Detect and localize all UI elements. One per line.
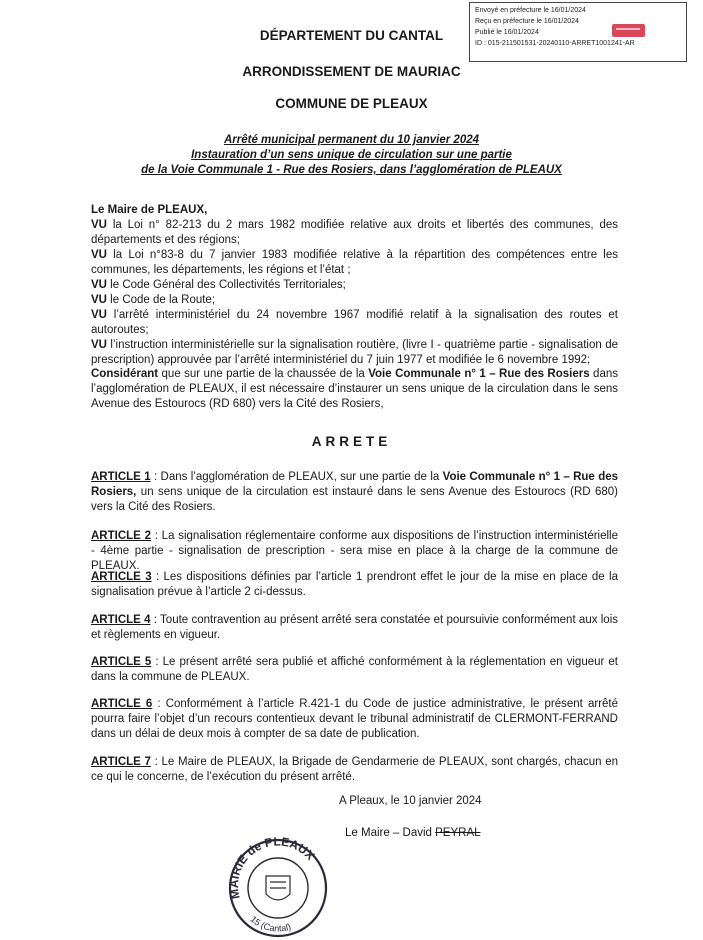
- article-1: [91, 470, 618, 515]
- mayor-surname: PEYRAL: [435, 827, 481, 839]
- mayor-signature-line: [345, 827, 481, 839]
- commune-heading: COMMUNE DE PLEAUX: [275, 96, 428, 111]
- town-hall-seal-icon: [226, 836, 330, 940]
- article-2-label: ARTICLE 2: [91, 530, 151, 542]
- article-5: [91, 655, 618, 685]
- stamp-id: ID : 015-211501531-20240110-ARRET1001241-AR: [475, 40, 635, 47]
- article-1-text-b: un sens unique de la circulation est instauré dans le sens Avenue des Estourocs (RD 680) vers la Cité des Rosiers.: [91, 486, 618, 513]
- considerant-paragraph: [91, 367, 618, 412]
- stamp-sent: Envoyé en préfecture le 16/01/2024: [475, 7, 586, 14]
- vu-text: le Code de la Route;: [106, 294, 216, 306]
- decree-title-line3: de la Voie Communale 1 - Rue des Rosiers, dans l’agglomération de PLEAUX: [141, 164, 562, 176]
- article-6: [91, 697, 618, 742]
- vu-item: [91, 338, 618, 368]
- considerant-road-name: Voie Communale n° 1 – Rue des Rosiers: [368, 368, 590, 380]
- place-date: A Pleaux, le 10 janvier 2024: [339, 795, 482, 807]
- considerant-text-a: que sur une partie de la chaussée de la: [158, 368, 369, 380]
- decree-title-line2: Instauration d’un sens unique de circulation sur une partie: [191, 149, 512, 161]
- vu-word: VU: [91, 279, 107, 291]
- vu-text: la Loi n°83-8 du 7 janvier 1983 modifiée relative à la répartition des compétences entre les communes, les départements, les régions et l’état ;: [91, 249, 618, 276]
- article-2-text: : La signalisation réglementaire conforme aux dispositions de l’instruction interministérielle - 4ème partie - signalisation de prescription - sera mise en place à la charge de la commune de PLEAUX.: [91, 530, 619, 572]
- considerant-text-b: dans l’agglomération de PLEAUX, il est nécessaire d’instaurer un sens unique de la circulation dans le sens Avenue des Estourocs (RD 680) vers la Cité des Rosiers,: [91, 368, 618, 410]
- stamp-received: Reçu en préfecture le 16/01/2024: [475, 18, 579, 25]
- vu-word: VU: [91, 219, 107, 231]
- vu-item: [91, 218, 618, 248]
- vu-text: l’instruction interministérielle sur la signalisation routière, (livre I - quatrième partie - signalisation de prescription) approuvée par l’arrêté interministériel du 7 juin 1977 et modifiée le 6 novembre 1992;: [91, 339, 618, 366]
- mayor-name: Le Maire – David: [345, 827, 436, 839]
- vu-item: [91, 278, 618, 293]
- article-3-text: : Les dispositions définies par l’article 1 prendront effet le jour de la mise en place de la signalisation prévue à l’article 2 ci-dessus.: [91, 571, 618, 598]
- considerant-word: Considérant: [91, 368, 159, 380]
- vu-text: la Loi n° 82-213 du 2 mars 1982 modifiée relative aux droits et libertés des communes, des départements et des régions;: [91, 219, 618, 246]
- article-6-text: : Conformément à l’article R.421-1 du Code de justice administrative, le présent arrêté pourra faire l’objet d’un recours contentieux devant le tribunal administratif de CLERMONT-FERRAND dans un délai de deux mois à compter de sa date de publication.: [91, 698, 619, 740]
- article-4: [91, 613, 618, 643]
- mayor-intro: Le Maire de PLEAUX,: [91, 204, 208, 216]
- article-5-text: : Le présent arrêté sera publié et affiché conformément à la réglementation en vigueur et dans la commune de PLEAUX.: [91, 656, 618, 683]
- article-4-text: : Toute contravention au présent arrêté sera constatée et poursuivie conformément aux lois et règlements en vigueur.: [91, 614, 619, 641]
- vu-text: le Code Général des Collectivités Territoriales;: [106, 279, 346, 291]
- article-3-label: ARTICLE 3: [91, 571, 152, 583]
- seal-bottom-text: 15 (Cantal): [248, 913, 293, 934]
- seal-text: MAIRIE de PLEAUX: [226, 836, 318, 901]
- vu-text: l’arrêté interministériel du 24 novembre 1967 modifié relatif à la signalisation des routes et autoroutes;: [91, 309, 618, 336]
- article-5-label: ARTICLE 5: [91, 656, 152, 668]
- department-heading: DÉPARTEMENT DU CANTAL: [259, 28, 444, 43]
- vu-word: VU: [91, 339, 107, 351]
- article-6-label: ARTICLE 6: [91, 698, 153, 710]
- article-1-text-a: : Dans l’agglomération de PLEAUX, sur une partie de la: [150, 471, 443, 483]
- article-4-label: ARTICLE 4: [91, 614, 151, 626]
- arrete-heading: ARRETE: [311, 434, 392, 449]
- article-7-label: ARTICLE 7: [91, 756, 151, 768]
- vu-item: [91, 248, 618, 278]
- arrondissement-heading: ARRONDISSEMENT DE MAURIAC: [242, 64, 461, 79]
- article-7-text: : Le Maire de PLEAUX, la Brigade de Gendarmerie de PLEAUX, sont chargés, chacun en ce qui le concerne, de l’exécution du présent arrêté.: [91, 756, 618, 783]
- article-1-road-name: Voie Communale n° 1 – Rue des Rosiers,: [91, 471, 619, 498]
- considerant: [91, 367, 618, 412]
- vu-word: VU: [91, 294, 107, 306]
- vu-word: VU: [91, 249, 107, 261]
- vu-item: [91, 293, 618, 308]
- vu-word: VU: [91, 309, 107, 321]
- preamble: [91, 203, 618, 368]
- article-7: [91, 755, 618, 785]
- article-2: [91, 529, 618, 574]
- article-3: [91, 570, 618, 600]
- vu-item: [91, 308, 618, 338]
- article-1-label: ARTICLE 1: [91, 471, 151, 483]
- decree-title-line1: Arrêté municipal permanent du 10 janvier 2024: [223, 134, 480, 146]
- stamp-published: Publié le 16/01/2024: [475, 29, 539, 36]
